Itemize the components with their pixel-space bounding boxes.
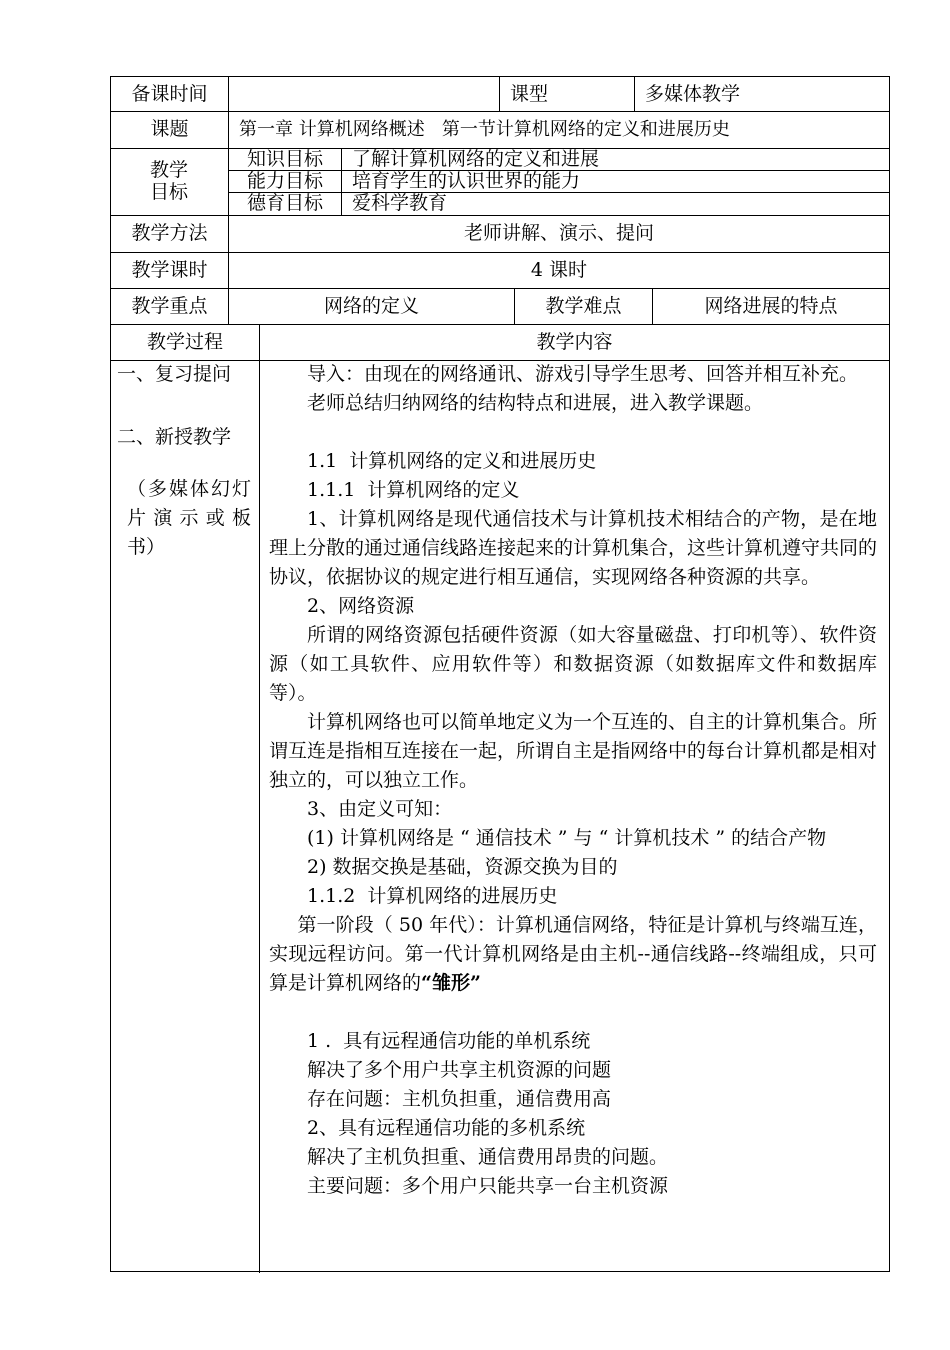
content-first-stage <box>269 911 877 998</box>
method-label: 教学方法 <box>131 222 208 244</box>
hours-value: 4 课时 <box>530 258 588 281</box>
process-step-new-teaching: 二、新授教学 <box>117 426 232 448</box>
content-resources-heading: 2、网络资源 <box>307 595 415 617</box>
col-divider <box>259 324 260 1273</box>
content-conclusion-1: (1) 计算机网络是 “ 通信技术 ” 与 “ 计算机技术 ” 的结合产物 <box>307 827 827 849</box>
lesson-plan-table <box>110 76 890 1272</box>
difficulty-value: 网络进展的特点 <box>704 294 838 317</box>
content-intro: 导入：由现在的网络通讯、游戏引导学生思考、回答并相互补充。 <box>307 363 859 385</box>
process-step-note: （多媒体幻灯片 演 示 或 板书） <box>127 478 251 558</box>
content-system-2-solved: 解决了主机负担重、通信费用昂贵的问题。 <box>307 1146 669 1168</box>
content-system-2: 2、具有远程通信功能的多机系统 <box>307 1117 586 1139</box>
goal-knowledge-label: 知识目标 <box>246 147 323 170</box>
first-stage-text: 第一阶段（ 50 年代）：计算机通信网络，特征是计算机与终端互连，实现远程访问。第一代计算机网络是由主机--通信线路--终端组成，只可算是计算机网络的 <box>269 914 877 994</box>
goal-knowledge-value: 了解计算机网络的定义和进展 <box>352 147 600 170</box>
topic-value: 第一章 计算机网络概述 第一节计算机网络的定义和进展历史 <box>239 118 730 140</box>
process-label: 教学过程 <box>146 330 223 353</box>
lesson-type-value: 多媒体教学 <box>645 82 741 105</box>
teaching-content <box>261 360 881 1201</box>
goal-ability-label: 能力目标 <box>246 169 323 192</box>
content-system-2-problem: 主要问题：多个用户只能共享一台主机资源 <box>307 1175 669 1197</box>
method-value: 老师讲解、演示、提问 <box>463 222 654 244</box>
focus-value: 网络的定义 <box>323 294 419 317</box>
content-conclusion-heading: 3、由定义可知： <box>307 798 453 820</box>
content-definition: 1、计算机网络是现代通信技术与计算机技术相结合的产物，是在地理上分散的通过通信线路连接起来的计算机集合，这些计算机遵守共同的协议，依据协议的规定进行相互通信，实现网络各种资源的共享。 <box>269 508 878 588</box>
content-system-1-problem: 存在问题：主机负担重，通信费用高 <box>307 1088 612 1110</box>
content-label: 教学内容 <box>536 330 613 353</box>
subsection-heading: 1.1.1 计算机网络的定义 <box>307 479 520 501</box>
prep-time-label: 备课时间 <box>131 82 208 105</box>
topic-label: 课题 <box>150 118 189 140</box>
content-system-1: 1 . 具有远程通信功能的单机系统 <box>307 1030 591 1052</box>
content-summary: 老师总结归纳网络的结构特点和进展，进入教学课题。 <box>307 392 764 414</box>
content-simple-definition: 计算机网络也可以简单地定义为一个互连的、自主的计算机集合。所谓互连是指相互连接在一起，所谓自主是指网络中的每台计算机都是相对独立的，可以独立工作。 <box>269 711 878 791</box>
subsection-history-heading: 1.1.2 计算机网络的进展历史 <box>307 885 558 907</box>
process-step-review: 一、复习提问 <box>117 363 232 385</box>
content-resources: 所谓的网络资源包括硬件资源（如大容量磁盘、打印机等）、软件资源（如工具软件、应用软件等）和数据资源（如数据库文件和数据库等）。 <box>269 624 877 704</box>
section-heading: 1.1 计算机网络的定义和进展历史 <box>307 450 597 472</box>
goal-ability-value: 培育学生的认识世界的能力 <box>352 169 581 192</box>
lesson-type-label: 课型 <box>510 82 549 105</box>
goal-moral-value: 爱科学教育 <box>352 192 448 214</box>
prep-time-value <box>229 77 499 111</box>
content-conclusion-2: 2) 数据交换是基础，资源交换为目的 <box>307 856 618 878</box>
process-steps <box>111 360 259 562</box>
goals-label <box>111 159 227 203</box>
difficulty-label: 教学难点 <box>545 294 622 317</box>
content-system-1-solved: 解决了多个用户共享主机资源的问题 <box>307 1059 612 1081</box>
goal-moral-label: 德育目标 <box>246 192 323 214</box>
goals-label-line1: 教学 <box>149 159 188 181</box>
focus-label: 教学重点 <box>131 294 208 317</box>
hours-label: 教学课时 <box>131 258 208 281</box>
goals-label-line2: 目标 <box>149 181 188 203</box>
first-stage-emphasis: “雏形” <box>421 972 481 994</box>
